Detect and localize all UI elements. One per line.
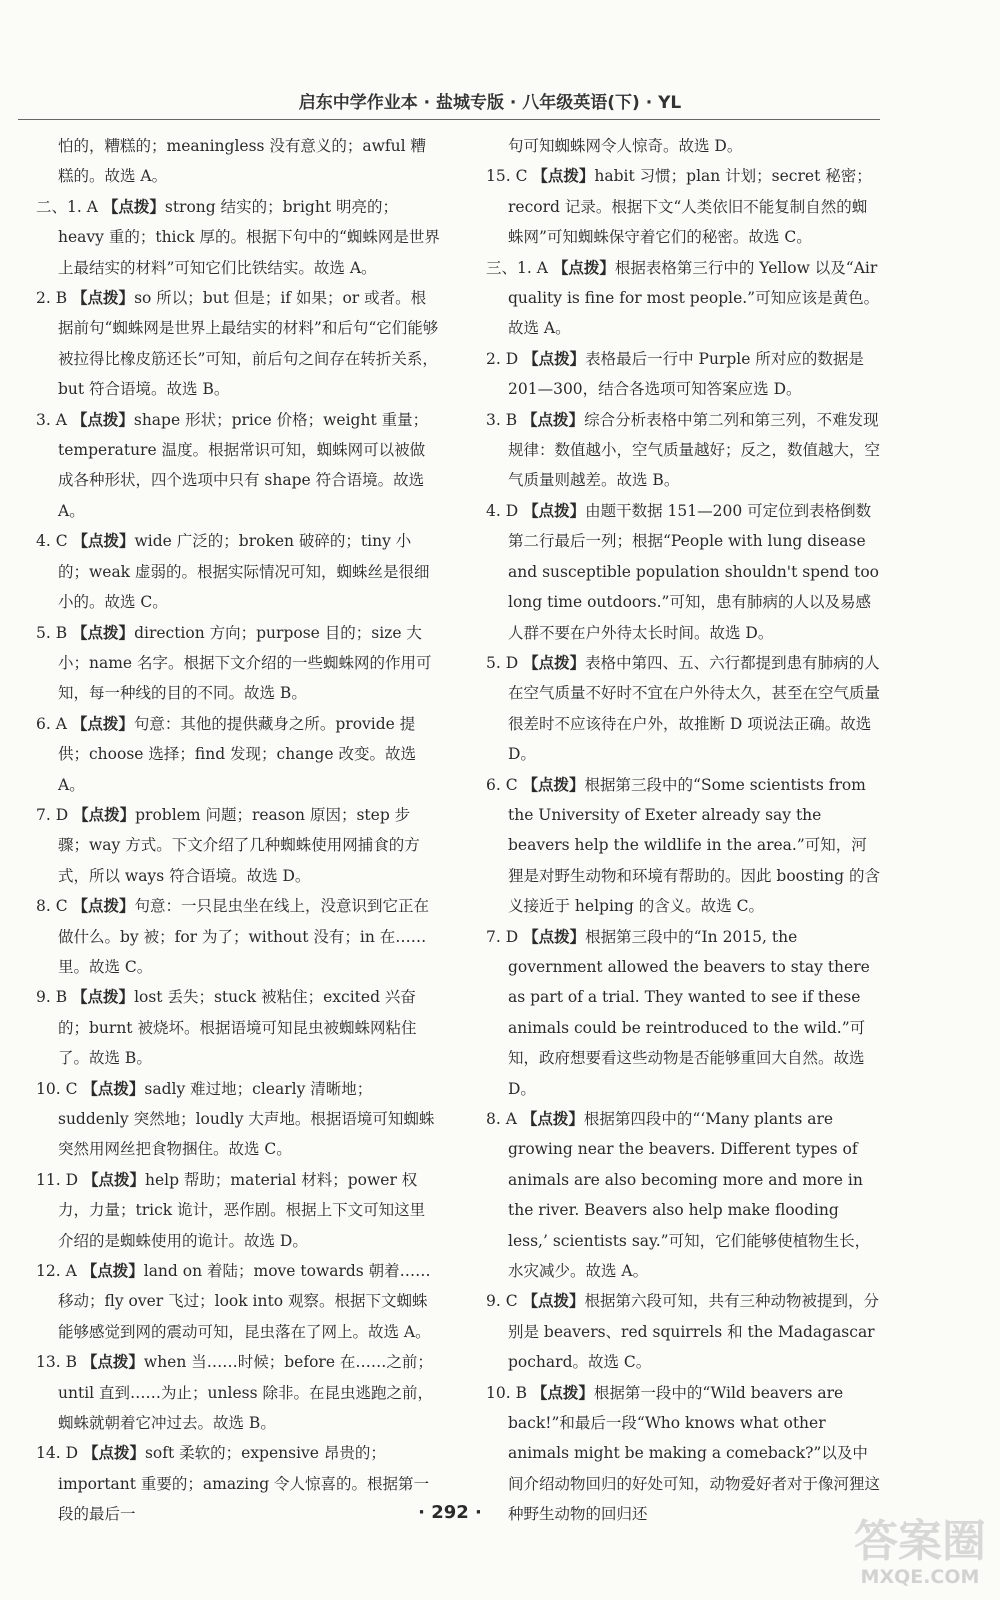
answer-number: 13. B [36, 1353, 77, 1372]
answer-text: wide 广泛的；broken 破碎的；tiny 小的；weak 虚弱的。根据实际情况可知，蜘蛛丝是很细小的。故选 C。 [58, 532, 430, 612]
answer-number: 5. D [486, 653, 519, 672]
tip-label: 【点拨】 [72, 896, 135, 916]
page-header: 启东中学作业本 · 盐城专版 · 八年级英语(下) · YL [298, 93, 682, 113]
answer-text: problem 问题；reason 原因；step 步骤；way 方式。下文介绍了几种蜘蛛使用网捕食的方式，所以 ways 符合语境。故选 D。 [58, 805, 420, 885]
answer-text: habit 习惯；plan 计划；secret 秘密；record 记录。根据下文“人类依旧不能复制自然的蜘蛛网”可知蜘蛛保守着它们的秘密。故选 C。 [508, 167, 872, 247]
tip-label: 【点拨】 [72, 622, 135, 642]
answer-text: 根据第三段中的“In 2015, the government allowed the beavers to stay there as part of a trial. They wanted to see if these animals could be reintroduced to the wild.”可知，政府想要看这些动物是否能够重回大自然。故选 D。 [508, 927, 870, 1098]
tip-label: 【点拨】 [522, 1291, 585, 1311]
answer-text: direction 方向；purpose 目的；size 大小；name 名字。根据下文介绍的一些蜘蛛网的作用可知，每一种线的目的不同。故选 B。 [58, 623, 432, 703]
answer-text: 由题干数据 151—200 可定位到表格倒数第二行最后一列；根据“People with lung disease and susceptible population shouldn't spend too long time outdoors.”可知，患有肺病的人以及易感人群不要在户外待太长时间。故选 D。 [508, 501, 879, 642]
answer-text: 句意：一只昆虫坐在线上，没意识到它正在做什么。by 被；for 为了；without 没有；in 在……里。故选 C。 [58, 897, 430, 976]
answer-number: 3. B [486, 410, 518, 429]
answer-text: 根据第四段中的“‘Many plants are growing near the beavers. Different types of animals are also becoming more and more in the river. Beavers also help make flooding less,’ scientists say.”可知，它们能够使植物生长，水灾减少。故选 A。 [508, 1110, 871, 1281]
answer-item [470, 405, 880, 496]
page-number: · 292 · [418, 1502, 482, 1523]
answer-item [470, 253, 880, 344]
answer-item [20, 283, 440, 405]
answer-number: 10. C [36, 1079, 78, 1098]
answer-number: 9. C [486, 1292, 518, 1311]
answer-item [20, 192, 440, 283]
svg-text:答案圈: 答案圈 [854, 1516, 986, 1567]
answer-number: 10. B [486, 1383, 527, 1402]
tip-label: 【点拨】 [522, 774, 585, 794]
answer-number: 6. C [486, 775, 518, 794]
answer-number: 14. D [36, 1444, 79, 1463]
watermark-glyph-icon [845, 1508, 995, 1568]
answer-item [20, 1165, 440, 1256]
answer-text: when 当……时候；before 在……之前；until 直到……为止；unless 除非。在昆虫逃跑之前，蜘蛛就朝着它冲过去。故选 B。 [58, 1353, 433, 1433]
tip-label: 【点拨】 [71, 713, 134, 733]
answer-number: 12. A [36, 1262, 77, 1281]
tip-label: 【点拨】 [82, 1443, 145, 1463]
answer-text: 综合分析表格中第二列和第三列，不难发现规律：数值越小，空气质量越好；反之，数值越大，空气质量则越差。故选 B。 [508, 410, 881, 490]
answer-text: 表格中第四、五、六行都提到患有肺病的人在空气质量不好时不宜在户外待太久，甚至在空气质量很差时不应该待在户外，故推断 D 项说法正确。故选 D。 [508, 653, 881, 764]
answer-text: so 所以；but 但是；if 如果；or 或者。根据前句“蜘蛛网是世界上最结实的材料”和后句“它们能够被拉得比橡皮筋还长”可知，前后句之间存在转折关系，but 符合语境。故选 B。 [58, 289, 439, 399]
answer-number: 15. C [486, 167, 528, 186]
answer-number: 5. B [36, 623, 68, 642]
tip-label: 【点拨】 [72, 288, 135, 308]
answer-item [470, 648, 880, 770]
answer-item [470, 344, 880, 405]
answer-number: 3. A [36, 410, 67, 429]
right-column [470, 131, 880, 1530]
tip-label: 【点拨】 [102, 196, 165, 216]
answer-text: 怕的，糟糕的；meaningless 没有意义的；awful 糟糕的。故选 A。 [58, 137, 427, 186]
tip-label: 【点拨】 [532, 166, 595, 186]
watermark-text: MXQE.COM [860, 1566, 980, 1588]
tip-label: 【点拨】 [523, 926, 586, 946]
tip-label: 【点拨】 [82, 1078, 145, 1098]
tip-label: 【点拨】 [81, 1352, 144, 1372]
tip-label: 【点拨】 [81, 1261, 144, 1281]
answer-item [20, 618, 440, 709]
answer-text: 根据第三段中的“Some scientists from the University of Exeter already say the beavers help the wildlife in the area.”可知，河狸是对野生动物和环境有帮助的。因此 boosting 的含义接近于 helping 的含义。故选 C。 [508, 775, 880, 916]
answer-text: help 帮助；material 材料；power 权力，力量；trick 诡计，恶作剧。根据上下文可知这里介绍的是蜘蛛使用的诡计。故选 D。 [58, 1170, 426, 1250]
answer-item [20, 709, 440, 800]
tip-label: 【点拨】 [72, 987, 135, 1007]
answer-number: 2. D [486, 349, 519, 368]
answer-number: 三、1. A [486, 258, 548, 277]
tip-label: 【点拨】 [523, 500, 586, 520]
answer-text: 根据表格第三行中的 Yellow 以及“Air quality is fine for most people.”可知应该是黄色。故选 A。 [508, 258, 880, 338]
answer-item [470, 131, 880, 161]
answer-text: land on 着陆；move towards 朝着……移动；fly over 飞过；look into 观察。根据下文蜘蛛能够感觉到网的震动可知，昆虫落在了网上。故选 A。 [58, 1262, 431, 1341]
answer-text: sadly 难过地；clearly 清晰地；suddenly 突然地；loudly 大声地。根据语境可知蜘蛛突然用网丝把食物捆住。故选 C。 [58, 1079, 435, 1159]
answer-item [470, 1104, 880, 1286]
answer-item [470, 1286, 880, 1377]
answer-number: 6. A [36, 714, 67, 733]
answer-text: 根据第一段中的“Wild beavers are back!”和最后一段“Who knows what other animals might be making a comeback?”以及中间介绍动物回归的好处可知，动物爱好者对于像河狸这种野生动物的回归还 [508, 1383, 881, 1524]
answer-number: 4. D [486, 501, 519, 520]
tip-label: 【点拨】 [71, 409, 134, 429]
answer-item [20, 1074, 440, 1165]
answer-item [20, 800, 440, 891]
tip-label: 【点拨】 [531, 1382, 594, 1402]
watermark-logo [845, 1508, 995, 1593]
answer-item [470, 770, 880, 922]
answer-item [20, 405, 440, 527]
tip-label: 【点拨】 [523, 652, 586, 672]
answer-item [470, 496, 880, 648]
answer-text: soft 柔软的；expensive 昂贵的；important 重要的；amazing 令人惊喜的。根据第一段的最后一 [58, 1444, 430, 1524]
answer-item [20, 1347, 440, 1438]
answer-item [20, 982, 440, 1073]
answer-number: 7. D [36, 805, 69, 824]
tip-label: 【点拨】 [73, 804, 136, 824]
tip-label: 【点拨】 [522, 409, 585, 429]
answer-number: 8. C [36, 897, 68, 916]
answer-item [20, 526, 440, 617]
answer-number: 4. C [36, 532, 68, 551]
answer-number: 2. B [36, 289, 68, 308]
answer-item [470, 161, 880, 252]
answer-text: 根据第六段可知，共有三种动物被提到，分别是 beavers、red squirrels 和 the Madagascar pochard。故选 C。 [508, 1292, 880, 1372]
tip-label: 【点拨】 [523, 348, 586, 368]
answer-number: 7. D [486, 927, 519, 946]
answer-text: 句可知蜘蛛网令人惊奇。故选 D。 [508, 137, 743, 155]
answer-number: 11. D [36, 1170, 79, 1189]
answer-item [20, 891, 440, 982]
answer-item [20, 1256, 440, 1347]
answer-text: 句意：其他的提供藏身之所。provide 提供；choose 选择；find 发现；change 改变。故选 A。 [58, 714, 416, 794]
tip-label: 【点拨】 [552, 257, 615, 277]
answer-text: 表格最后一行中 Purple 所对应的数据是 201—300，结合各选项可知答案应选 D。 [508, 349, 864, 399]
left-column [20, 131, 440, 1530]
tip-label: 【点拨】 [521, 1109, 584, 1128]
answer-number: 9. B [36, 988, 68, 1007]
answer-number: 8. A [486, 1110, 517, 1128]
answer-item [470, 922, 880, 1104]
answer-text: lost 丢失；stuck 被粘住；excited 兴奋的；burnt 被烧坏。根据语境可知昆虫被蜘蛛网粘住了。故选 B。 [58, 988, 417, 1068]
header-rule [18, 119, 880, 120]
answer-text: strong 结实的；bright 明亮的；heavy 重的；thick 厚的。根据下句中的“蜘蛛网是世界上最结实的材料”可知它们比铁结实。故选 A。 [58, 197, 440, 277]
answer-number: 二、1. A [36, 197, 98, 216]
answer-text: shape 形状；price 价格；weight 重量；temperature 温度。根据常识可知，蜘蛛网可以被做成各种形状，四个选项中只有 shape 符合语境。故选 A。 [58, 410, 429, 520]
answer-item [20, 131, 440, 192]
tip-label: 【点拨】 [82, 1169, 145, 1189]
tip-label: 【点拨】 [72, 531, 135, 551]
